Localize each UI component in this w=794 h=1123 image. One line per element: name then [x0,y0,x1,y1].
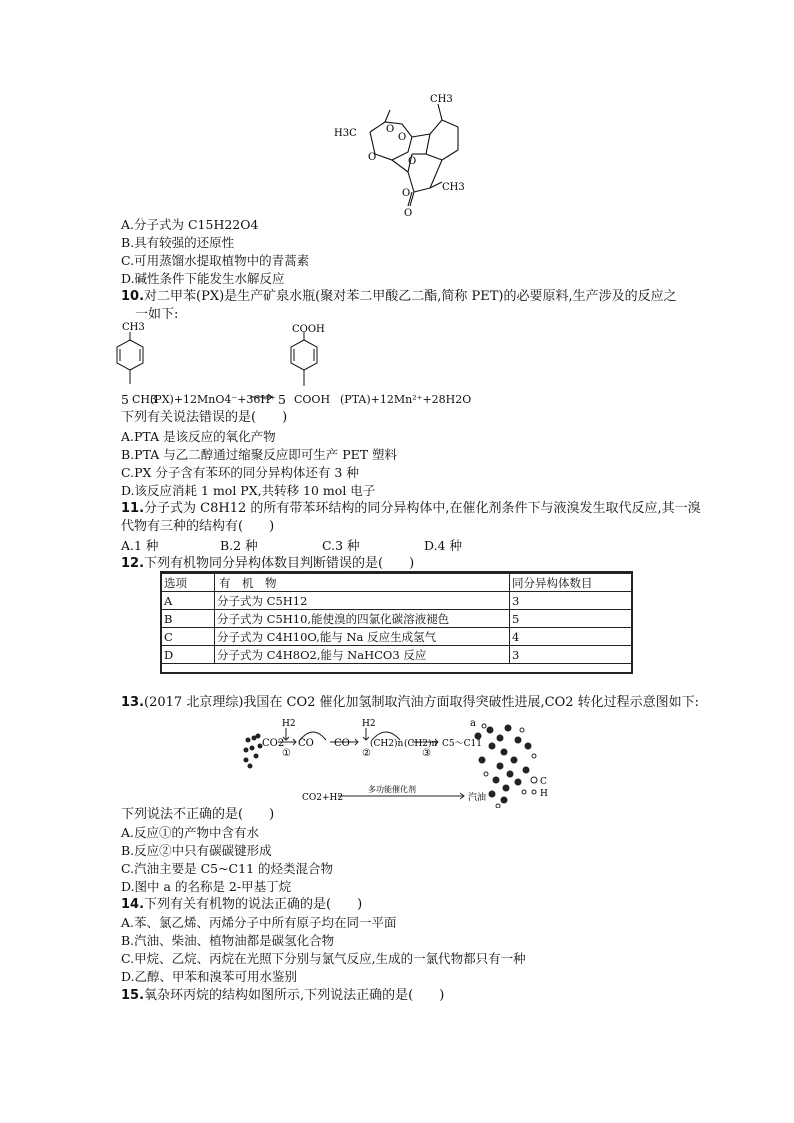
q13-option-b: B.反应②中只有碳碳键形成 [121,843,272,858]
q10-px-ch3-bottom: CH3 [132,393,158,406]
q11-stem-line1 [121,500,701,517]
table-cell: 4 [510,628,632,646]
q13-stem-text: (2017 北京理综)我国在 CO2 催化加氢制取汽油方面取得突破性进展,CO2 转化过程示意图如下: [144,695,700,710]
diagram-reactants: CO2+H2 [302,793,344,803]
diagram-step2: ② [362,748,371,759]
label-o1: O [386,124,395,135]
q11-stem-text: 分子式为 C8H12 的所有带苯环结构的同分异构体中,在催化剂条件下与液溴发生取代反应,其一溴 [144,501,701,516]
q10-option-b: B.PTA 与乙二醇通过缩聚反应即可生产 PET 塑料 [121,447,398,462]
label-o2: O [398,132,407,143]
q10-reaction-diagram [100,320,360,400]
table-cell: 分子式为 C5H12 [215,592,510,610]
q11-option-c: C.3 种 [322,538,360,553]
q15-stem [121,987,444,1004]
q9-option-d: D.碱性条件下能发生水解反应 [121,271,285,286]
q12-number: 12. [121,556,145,571]
q13-number: 13. [121,695,145,710]
diagram-legend-c: C [540,777,547,787]
table-row [162,646,632,664]
px-ch3-top: CH3 [122,322,145,333]
diagram-co2: CO2 [262,738,285,749]
q13-prompt: 下列说法不正确的是( ) [121,807,275,822]
diagram-catalyst: 多功能催化剂 [368,785,416,794]
diagram-h2-1: H2 [282,719,296,729]
diagram-ch2n-2: (CH2)n [404,739,438,749]
q14-option-c: C.甲烷、乙烷、丙烷在光照下分别与氯气反应,生成的一氯代物都只有一种 [121,951,526,966]
label-o4: O [408,156,417,167]
q12-stem-text: 下列有机物同分异构体数目判断错误的是( ) [144,556,415,571]
q9-option-a: A.分子式为 C15H22O4 [121,217,259,232]
label-o5: O [402,188,411,199]
table-cell: C [162,628,215,646]
q9-option-b: B.具有较强的还原性 [121,235,235,250]
table-header-row [162,574,632,592]
q14-option-a: A.苯、氯乙烯、丙烯分子中所有原子均在同一平面 [121,915,397,930]
table-cell: D [162,646,215,664]
q12-table [161,573,632,664]
diagram-co-b: CO [334,738,350,749]
q14-option-b: B.汽油、柴油、植物油都是碳氢化合物 [121,933,335,948]
label-ch3-right: CH3 [442,182,465,193]
table-header: 选项 [162,574,215,592]
q10-equation-coef-left: 5 [121,392,129,407]
q14-stem [121,896,362,913]
diagram-step1: ① [282,748,291,759]
table-header: 有 机 物 [215,574,510,592]
artemisinin-structure [330,92,480,222]
label-h3c: H3C [334,128,357,139]
table-row [162,592,632,610]
diagram-gasoline: 汽油 [468,793,487,803]
q15-number: 15. [121,988,145,1003]
q10-option-c: C.PX 分子含有苯环的同分异构体还有 3 种 [121,465,359,480]
q10-prompt: 下列有关说法错误的是( ) [121,410,288,425]
q9-option-c: C.可用蒸馏水提取植物中的青蒿素 [121,253,310,268]
pta-cooh-top: COOH [292,324,325,335]
label-o6: O [404,208,413,219]
q10-option-a: A.PTA 是该反应的氧化产物 [121,429,276,444]
q11-number: 11. [121,501,145,516]
table-header: 同分异构体数目 [510,574,632,592]
diagram-h2-2: H2 [362,719,376,729]
table-cell: 5 [510,610,632,628]
q11-stem-line2: 代物有三种的结构有( ) [121,519,275,534]
diagram-ch2n-1: (CH2)n [370,739,404,749]
q10-equation-right: (PTA)+12Mn²⁺+28H2O [340,393,472,406]
diagram-product: C5～C11 [442,739,482,749]
q10-pta-cooh-bottom: COOH [294,393,331,406]
q14-stem-text: 下列有关有机物的说法正确的是( ) [144,897,363,912]
q11-option-a: A.1 种 [121,538,159,553]
q10-stem-text: 对二甲苯(PX)是生产矿泉水瓶(聚对苯二甲酸乙二酯,简称 PET)的必要原料,生产涉及的反应之 [144,289,677,304]
table-cell: A [162,592,215,610]
label-o3: O [368,152,377,163]
q13-stem [121,694,699,711]
q10-number: 10. [121,289,145,304]
q13-co2-diagram [238,716,558,808]
table-row [162,610,632,628]
q12-stem [121,555,414,572]
table-cell: 3 [510,592,632,610]
table-cell: 分子式为 C5H10,能使溴的四氯化碳溶液褪色 [215,610,510,628]
diagram-step3: ③ [422,748,431,759]
q14-number: 14. [121,897,145,912]
diagram-label-a: a [470,718,476,729]
table-cell: 分子式为 C4H10O,能与 Na 反应生成氢气 [215,628,510,646]
table-cell: 3 [510,646,632,664]
q11-option-d: D.4 种 [424,538,462,553]
q14-option-d: D.乙醇、甲苯和溴苯可用水鉴别 [121,969,298,984]
table-row [162,628,632,646]
q10-option-d: D.该反应消耗 1 mol PX,共转移 10 mol 电子 [121,483,376,498]
diagram-co: CO [298,738,314,749]
q10-stem-line1 [121,288,677,305]
q15-stem-text: 氧杂环丙烷的结构如图所示,下列说法正确的是( ) [144,988,445,1003]
q13-option-d: D.图中 a 的名称是 2-甲基丁烷 [121,879,292,894]
table-cell: 分子式为 C4H8O2,能与 NaHCO3 反应 [215,646,510,664]
q10-equation-coef-right: 5 [278,392,286,407]
q10-stem-line2: 一如下: [135,307,179,322]
table-cell: B [162,610,215,628]
q11-option-b: B.2 种 [220,538,258,553]
diagram-legend-h: H [540,789,548,799]
label-ch3-top: CH3 [430,94,453,105]
q10-equation-left: (PX)+12MnO4⁻+36H⁺ [150,393,276,406]
q13-option-c: C.汽油主要是 C5~C11 的烃类混合物 [121,861,334,876]
q13-option-a: A.反应①的产物中含有水 [121,825,260,840]
